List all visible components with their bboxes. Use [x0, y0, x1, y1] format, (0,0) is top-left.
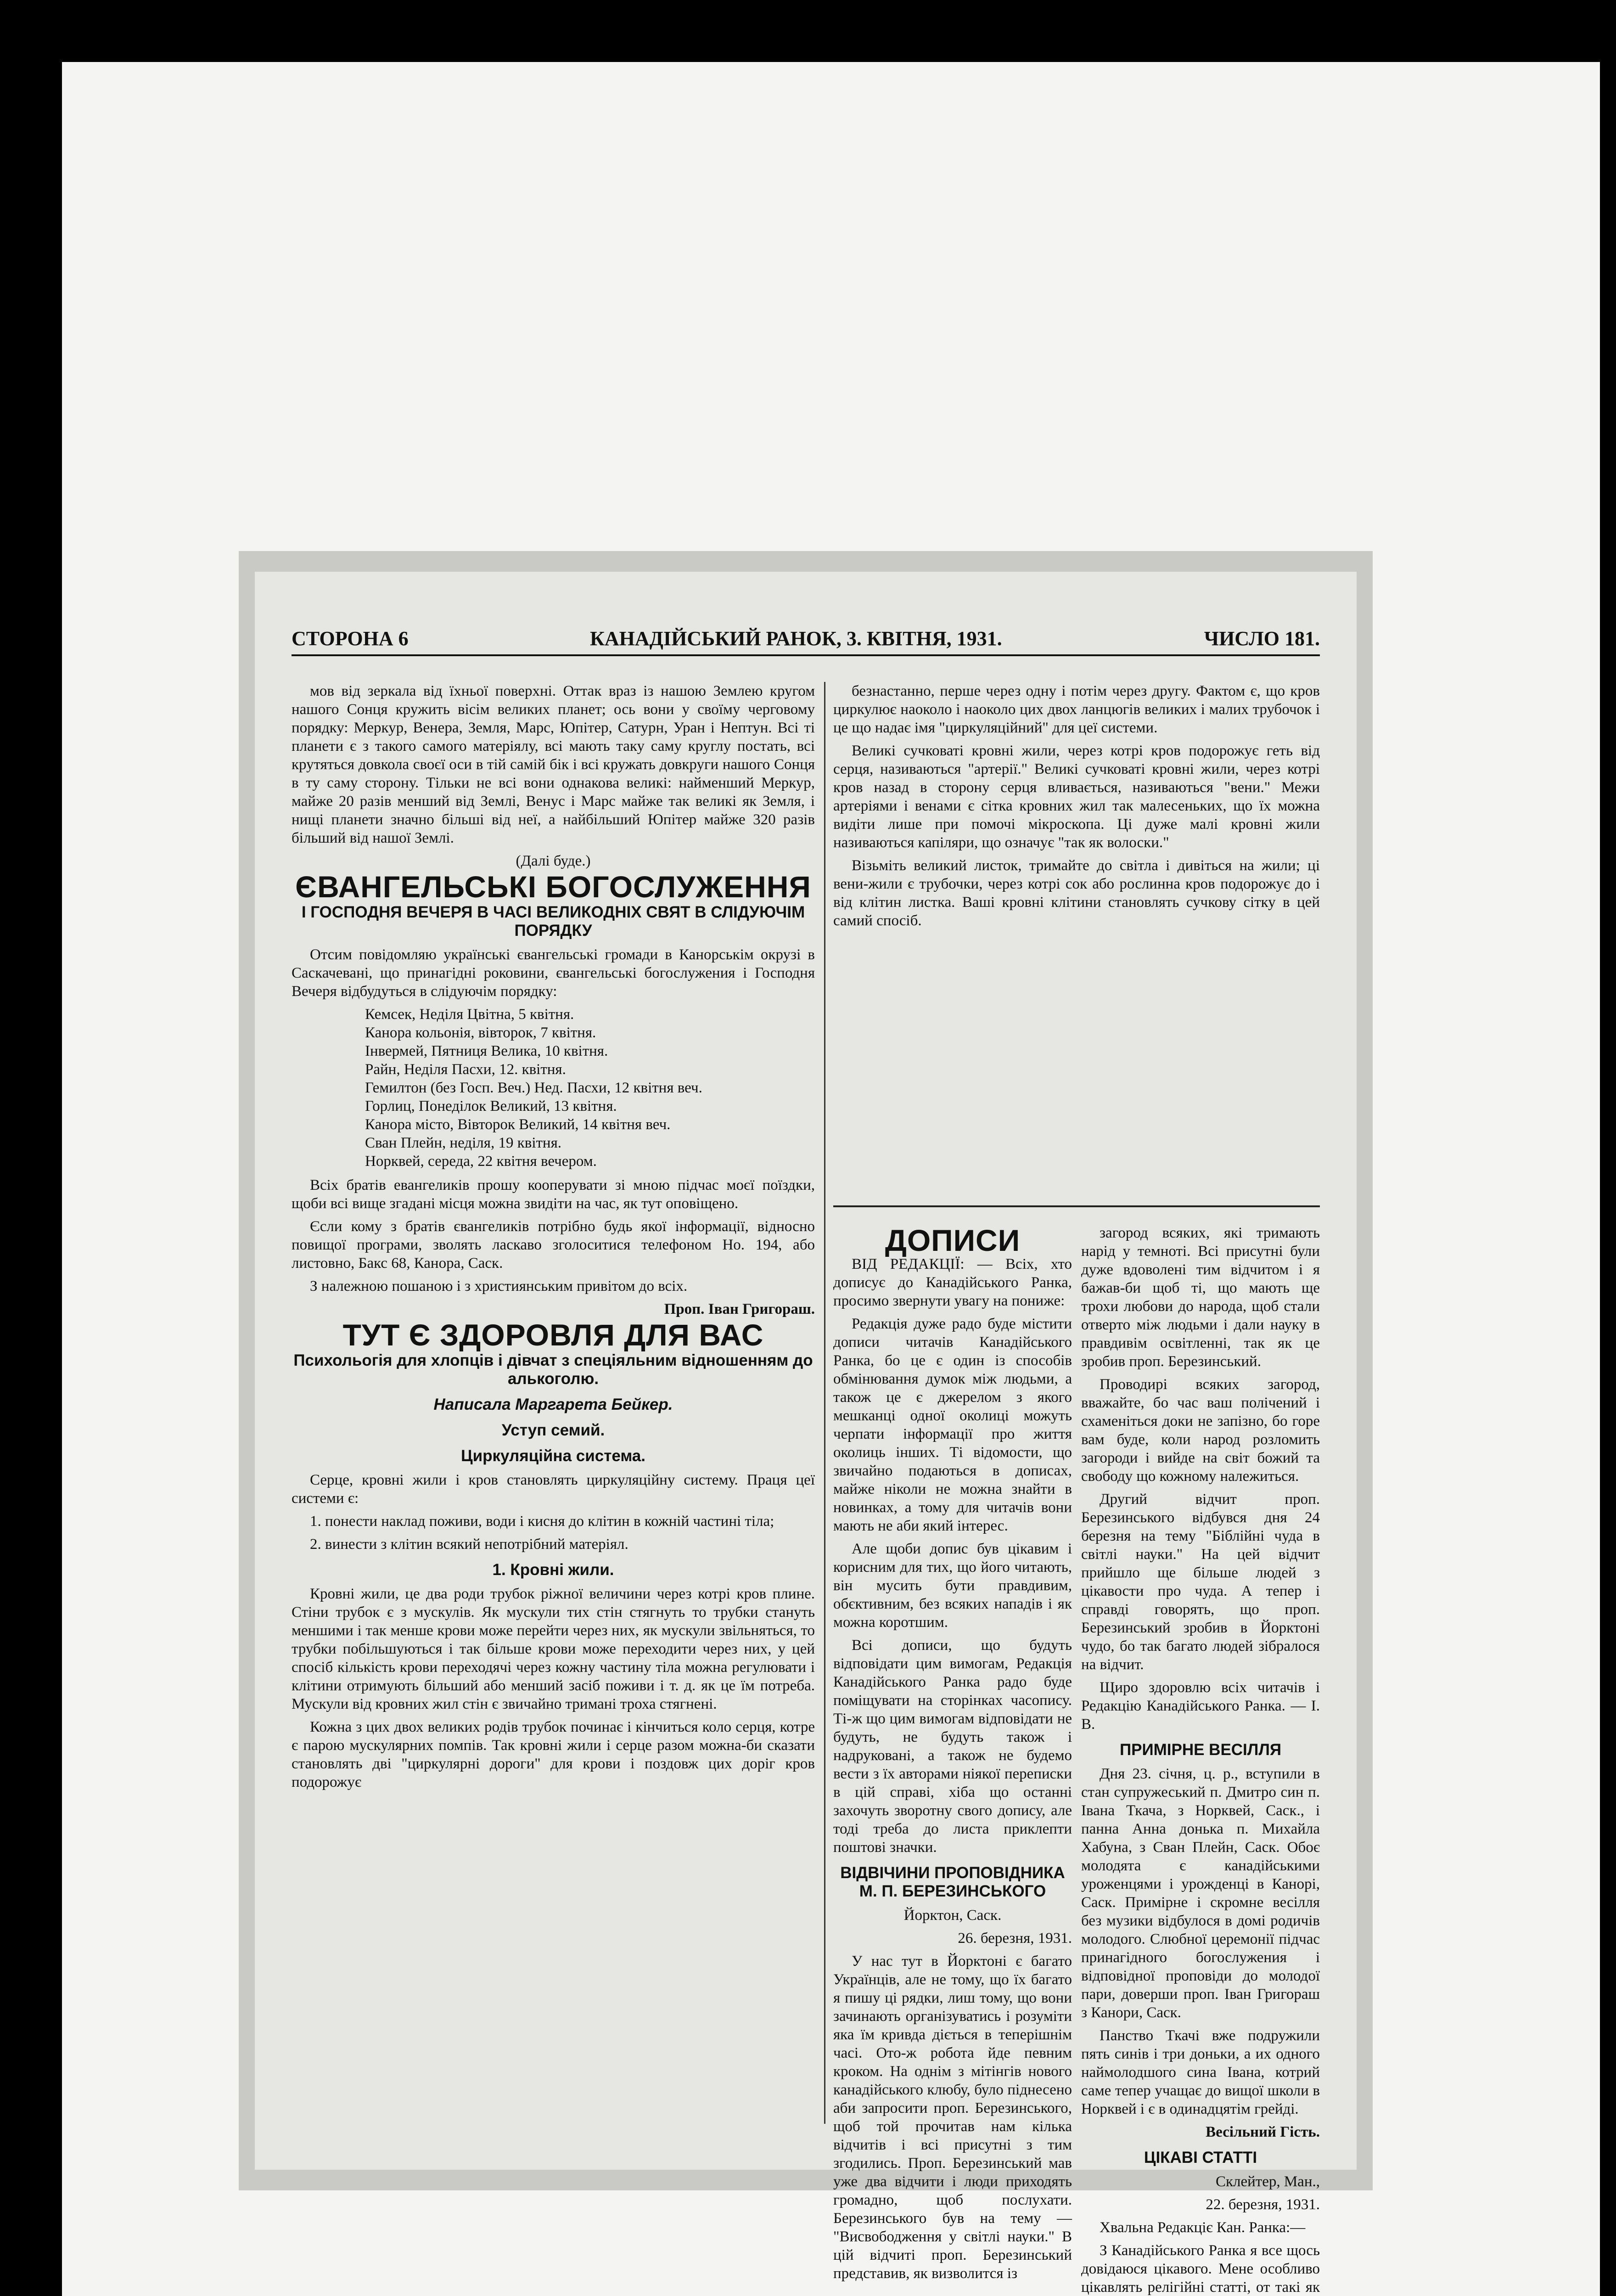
list-item: 2. винести з клітин всякий непотрібний матеріял. — [310, 1536, 628, 1553]
masthead — [292, 627, 1320, 656]
column-right-top — [833, 682, 1320, 934]
dateline-date: 22. березня, 1931. — [1206, 2196, 1320, 2213]
newspaper-title: КАНАДІЙСЬКИЙ РАНОК, 3. КВІТНЯ, 1931. — [590, 627, 1002, 650]
headline-health: ТУТ Є ЗДОРОВЛЯ ДЛЯ ВАС — [342, 1318, 764, 1352]
article-text: Щиро здоровлю всіх читачів і Редакцію Канадійського Ранка. — І. В. — [1081, 1679, 1320, 1733]
column-divider — [824, 682, 825, 2124]
column-left — [292, 682, 815, 1796]
article-text: Серце, кровні жили і кров становлять циркуляційну систему. Праця цеї системи є: — [292, 1472, 815, 1507]
article-text: Єсли кому з братів євангеликів потрібно будь якої інформації, відносно повищої програми, зволять ласкаво зголоситися телефоном Но. 194, або листовно, Бакс 68, Канора, Саск. — [292, 1218, 815, 1272]
article-text: Отсим повідомляю українські євангельські громади в Канорськім окрузі в Саскачевані, що принагідні роковини, євангельські богослужения і Господня Вечеря відбудуться в слідуючім порядку: — [292, 946, 815, 1000]
article-text: безнастанно, перше через одну і потім через другу. Фактом є, що кров циркулює наоколо і наоколо цих двох ланцюгів великих і малих трубочок і це що надає імя "циркуляційний" для цеї системи. — [833, 683, 1320, 736]
article-text: мов від зеркала від їхньої поверхні. Оттак враз із нашою Землею кругом нашого Сонця кружить вісім великих планет; ось вони у своїму черговому порядку: Меркур, Венера, Земля, Марс, Юпітер, Сатурн, Уран і Нептун. Всі ті планети є з такого самого матеріялу, всі мають таку саму круглу постать, всі крутяться довкола своєї оси в тій самій бік і всі кружать довкруги нашого Сонця в ту саму сторону. Тільки не всі вони однакова великі: найменший Меркур, майже 20 разів менший від Землі, Венус і Марс майже так великі як Земля, і нищі планети значно більші від неї, а найбільший Юпітер майже 320 разів більший від нашої Землі. — [292, 683, 815, 846]
subheadline-services: І ГОСПОДНЯ ВЕЧЕРЯ В ЧАСІ ВЕЛИКОДНІХ СВЯТ В СЛІДУЮЧІМ ПОРЯДКУ — [301, 903, 805, 940]
article-text: У нас тут в Йорктоні є багато Українців, але не тому, що їх багато я пишу ці рядки, лиш тому, що вони зачинають організуватись і розуміти яка їм кривда діється в теперішнім часі. Ото-ж робота йде певним кроком. На однім з мітінгів нового канадійського клюбу, було піднесено аби запросити проп. Березинського, щоб той прочитав нам кілька відчитів і всі присутні з тим згодились. Проп. Березинський мав уже два відчити і люди приходять громадно, щоб послухати. Березинського був на тему — "Висвободження у світлі науки." В цій відчиті проп. Березинський представив, як визволится із — [833, 1953, 1072, 2282]
schedule-item: Канора кольонія, вівторок, 7 квітня. — [365, 1024, 596, 1041]
article-text: Редакція дуже радо буде містити дописи читачів Канадійського Ранка, бо це є один із способів обмінювання думок між людьми, а також це є джерелом з якого мешканці одної околиці можуть черпати інформації про життя околиць інших. Ті відомости, що звичайно подаються в дописах, майже ніколи не можна знайти в новинках, а тому для читачів вони мають не аби який інтерес. — [833, 1316, 1072, 1534]
article-text: Другий відчит проп. Березинського відбувся дня 24 березня на тему "Біблійні чуда в світлі науки." На цей відчит прийшло ще більше людей з цікавости про чуда. А тепер і справді говорять, що проп. Березинський зробив в Йорктоні чудо, бо так багато людей зібралося на відчит. — [1081, 1491, 1320, 1673]
dateline-place: Йорктон, Саск. — [903, 1907, 1002, 1924]
article-author: Написала Маргарета Бейкер. — [433, 1396, 673, 1413]
section-divider — [833, 1205, 1320, 1207]
signature: Весільний Гість. — [1206, 2124, 1320, 2140]
article-text: Кожна з цих двох великих родів трубок починає і кінчиться коло серця, котре є парою мускулярних помпів. Так кровні жили і серце разом можна-би сказати становлять дві "циркулярні дороги" для крови і поздовж цих доріг кров подорожує — [292, 1719, 815, 1790]
schedule-item: Інвермей, Пятниця Велика, 10 квітня. — [365, 1043, 608, 1059]
subheadline-health: Психольогія для хлопців і дівчат з спеціяльним відношенням до алькоголю. — [293, 1351, 813, 1388]
salutation: Хвальна Редакціє Кан. Ранка:— — [1100, 2219, 1306, 2236]
headline-articles: ЦІКАВІ СТАТТІ — [1144, 2149, 1257, 2167]
article-text: Візьміть великий листок, тримайте до світла і дивіться на жили; ці вени-жили є трубочки, через котрі сок або рослинна кров подорожує до і від клітин листка. Ваші кровні клітини становлять сучкову сітку в цей самий спосіб. — [833, 857, 1320, 929]
headline-letters: ДОПИСИ — [885, 1223, 1021, 1257]
schedule-list — [365, 1005, 815, 1171]
list-item: 1. понести наклад поживи, води і кисня до клітин в кожній частині тіла; — [310, 1513, 774, 1530]
column-letters — [833, 1224, 1072, 2287]
section-title: Уступ семий. — [501, 1421, 605, 1439]
article-text: Кровні жили, це два роди трубок ріжної величини через котрі кров плине. Стіни трубок є з мускулів. Як мускули тих стін стягнуть то трубки стануть меншими і так менше крови може перейти через них, як мускули звільняться, то трубки побільшуються і так більше крови може переходити через них, у цей спосіб кількість крови переходячі через кожну частину тіла можна регулювати і клітини отримують більший або менший засіб поживи і т. д. як це їм потреба. Мускули від кровних жил стін є звичайно тримані троха стягнені. — [292, 1586, 815, 1712]
page-number: СТОРОНА 6 — [292, 627, 409, 650]
article-text: З належною пошаною і з християнським привітом до всіх. — [310, 1278, 688, 1294]
schedule-item: Райн, Неділя Пасхи, 12. квітня. — [365, 1061, 566, 1078]
article-text: Всі дописи, що будуть відповідати цим вимогам, Редакція Канадійського Ранка радо буде поміщувати на сторінках часопису. Ті-ж що цим вимогам відповідати не будуть, не будуть також і надруковані, а також не будемо вести з їх авторами ніякої переписки в цій справі, хіба що останні захочуть зворотну свого допису, але тоді треба до листа приклепти поштові значки. — [833, 1637, 1072, 1856]
article-text: Всіх братів евангеликів прошу кооперувати зі мною підчас моєї поїздки, щоби всі вище згадані місця можна звидіти на час, як тут оповіщено. — [292, 1177, 815, 1212]
dateline-place: Склейтер, Ман., — [1215, 2173, 1320, 2190]
headline-visits: ВІДВІЧИНИ ПРОПОВІДНИКА М. П. БЕРЕЗИНСЬКОГО — [840, 1864, 1065, 1900]
article-text: Панство Ткачі вже подружили пять синів і три доньки, а их одного наймолодшого сина Івана, котрий саме тепер учащає до вищої школи в Норквей і є в одинадцятім грейді. — [1081, 2027, 1320, 2117]
article-text: ВІД РЕДАКЦІЇ: — Всіх, хто дописує до Канадійського Ранка, просимо звернути увагу на пониже: — [833, 1256, 1072, 1309]
dateline-date: 26. березня, 1931. — [958, 1930, 1072, 1947]
continued-note: (Далі буде.) — [516, 853, 591, 869]
signature: Проп. Іван Григораш. — [664, 1301, 815, 1317]
headline-services: ЄВАНГЕЛЬСЬКІ БОГОСЛУЖЕННЯ — [295, 870, 811, 904]
article-text: Але щоби допис був цікавим і корисним для тих, що його читають, він мусить бути правдивим, обєктивним, без всяких нападів і як можна коротшим. — [833, 1541, 1072, 1631]
subsection-title: 1. Кровні жили. — [492, 1561, 614, 1579]
headline-wedding: ПРИМІРНЕ ВЕСІЛЛЯ — [1119, 1741, 1282, 1759]
article-text: Дня 23. січня, ц. р., вступили в стан супружеський п. Дмитро син п. Івана Ткача, з Норквей, Саск., і панна Анна донька п. Михайла Хабуна, з Сван Плейн, Саск. Обоє молодята є канадійськими уроженцями і урожденці в Канорі, Саск. Примірне і скромне весілля без музики відбулося в домі родичів молодого. Слюбної церемонії підчас принагідного богослужения і відповідної проповіди до молодої пари, доверши проп. Іван Григораш з Канори, Саск. — [1081, 1766, 1320, 2021]
schedule-item: Горлиц, Понеділок Великий, 13 квітня. — [365, 1098, 617, 1114]
section-subtitle: Циркуляційна система. — [461, 1447, 645, 1465]
newspaper-sheet — [255, 572, 1357, 2296]
column-wedding — [1081, 1224, 1320, 2296]
article-text: З Канадійського Ранка я все щось довідаюся цікавого. Мене особливо цікавлять релігійні статті, от такі як — [1081, 2242, 1320, 2296]
article-text: Великі сучковаті кровні жили, через котрі кров подорожує геть від серця, називаються "артерії." Великі сучковаті кровні жили, через котрі кров назад в сторону серця вливається, називаються "вени." Межи артеріями і венами є сітка кровних жил так малесеньких, що їх можна видіти лише при помочі мікроскопа. Ці дуже малі кровні жили називаються капіляри, що означує "так як волоски." — [833, 743, 1320, 851]
article-text: Проводирі всяких загород, вважайте, бо час ваш полічений і схаменіться доки не запізно, бо горе вам буде, коли народ розломить загороди і вийде на світ божий та свободу що кожному належиться. — [1081, 1376, 1320, 1485]
schedule-item: Норквей, середа, 22 квітня вечером. — [365, 1153, 597, 1170]
newspaper-page — [239, 551, 1373, 2296]
issue-number: ЧИСЛО 181. — [1204, 627, 1320, 650]
schedule-item: Гемилтон (без Госп. Веч.) Нед. Пасхи, 12 квітня веч. — [365, 1080, 702, 1096]
schedule-item: Канора місто, Вівторок Великий, 14 квітня веч. — [365, 1116, 671, 1133]
article-text: загород всяких, які тримають нарід у темноті. Всі присутні були дуже вдоволені тим відчитом і я бажав-би щоб ті, що мають ще трохи любови до народа, щоб стали отверто між людьми і дали науку в правдивім освітленні, так як це зробив проп. Березинський. — [1081, 1225, 1320, 1370]
schedule-item: Сван Плейн, неділя, 19 квітня. — [365, 1135, 562, 1151]
schedule-item: Кемсек, Неділя Цвітна, 5 квітня. — [365, 1006, 574, 1023]
